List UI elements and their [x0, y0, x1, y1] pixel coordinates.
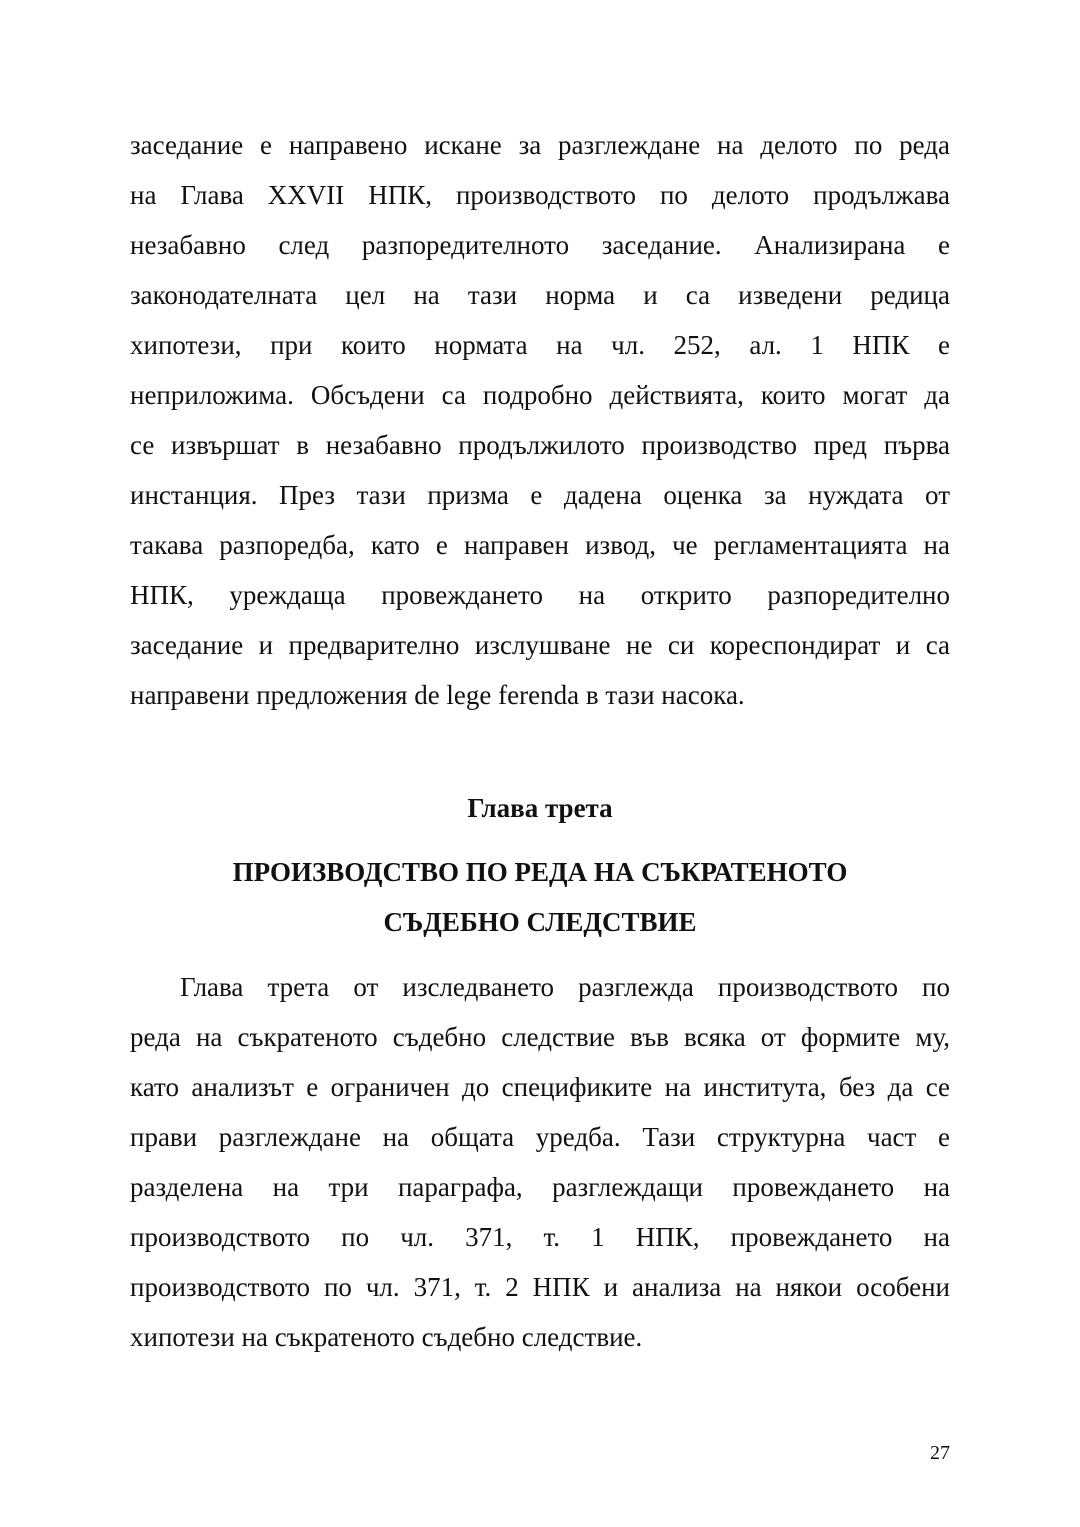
chapter-title-line-2: СЪДЕБНО СЛЕДСТВИЕ [383, 907, 697, 937]
chapter-label: Глава трета [467, 793, 613, 823]
paragraph-line: разделена на три параграфа, разглеждащи провеждането на [130, 1172, 950, 1202]
paragraph-line: заседание и предварително изслушване не си кореспондират и са [130, 630, 950, 660]
paragraph-line: НПК, уреждаща провеждането на открито разпоредително [130, 580, 950, 610]
chapter-title-line-1: ПРОИЗВОДСТВО ПО РЕДА НА СЪКРАТЕНОТО [232, 857, 848, 887]
paragraph-line: инстанция. През тази призма е дадена оценка за нуждата от [130, 480, 950, 510]
paragraph-line: незабавно след разпоредителното заседание. Анализирана е [130, 230, 950, 260]
paragraph-line: се извършат в незабавно продължилото производство пред първа [130, 430, 950, 460]
paragraph-line: производството по чл. 371, т. 1 НПК, провеждането на [130, 1222, 950, 1252]
paragraph-line: на Глава XXVII НПК, производството по делото продължава [130, 180, 950, 210]
paragraph-line: заседание е направено искане за разглеждане на делото по реда [130, 130, 950, 160]
paragraph-line: неприложима. Обсъдени са подробно действията, които могат да [130, 380, 950, 410]
paragraph-1-text [130, 120, 950, 720]
paragraph-line: направени предложения de lege ferenda в тази насока. [130, 680, 745, 710]
paragraph-2-text [130, 962, 950, 1362]
paragraph-line: законодателната цел на тази норма и са изведени редица [130, 280, 950, 310]
paragraph-line: такава разпоредба, като е направен извод, че регламентацията на [130, 530, 950, 560]
paragraph-line: хипотези, при които нормата на чл. 252, ал. 1 НПК е [130, 330, 950, 360]
paragraph-line: реда на съкратеното съдебно следствие във всяка от формите му, [130, 1022, 950, 1052]
paragraph-line: като анализът е ограничен до спецификите на института, без да се [130, 1072, 950, 1102]
page-number: 27 [930, 1442, 950, 1464]
paragraph-line: Глава трета от изследването разглежда производството по [180, 972, 950, 1002]
paragraph-line: производството по чл. 371, т. 2 НПК и анализа на някои особени [130, 1272, 950, 1302]
paragraph-1 [130, 120, 950, 720]
paragraph-line: прави разглеждане на общата уредба. Тази структурна част е [130, 1122, 950, 1152]
paragraph-line: хипотези на съкратеното съдебно следствие. [130, 1322, 643, 1352]
paragraph-2 [130, 962, 950, 1362]
